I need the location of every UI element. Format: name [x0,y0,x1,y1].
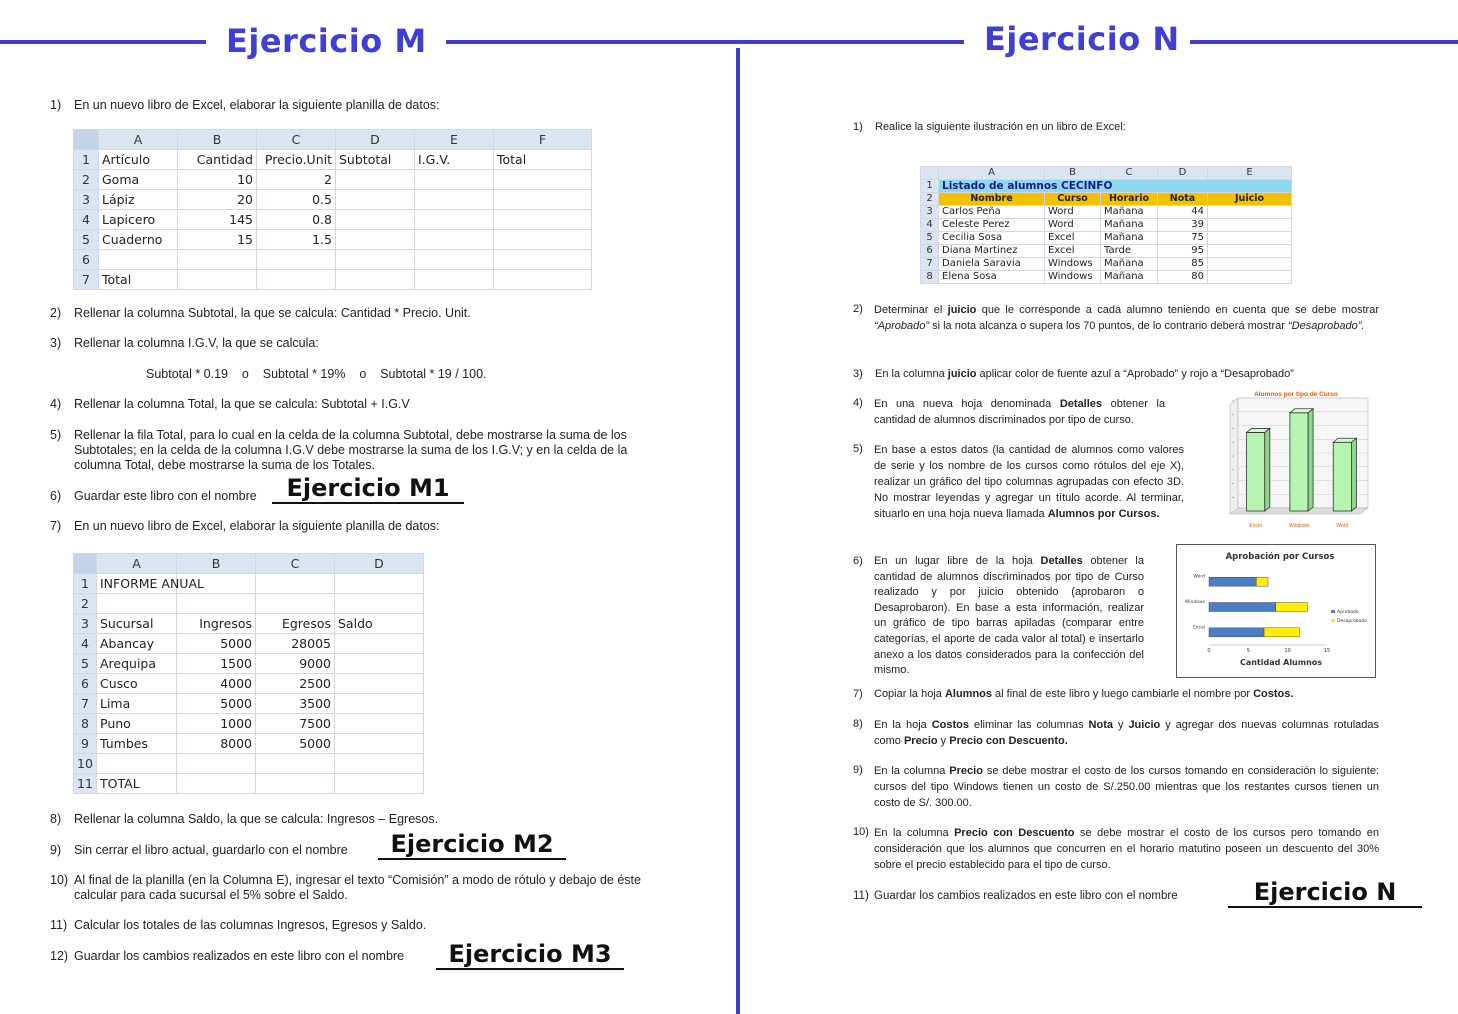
cell: 2500 [256,674,335,694]
cell: Lapicero [99,210,178,230]
chart2-xlabel: Cantidad Alumnos [1239,658,1323,667]
cell [177,594,256,614]
table-row [921,232,1292,245]
row-header: 1 [74,574,97,594]
chart2-tick-label: 0 [1207,648,1211,654]
cell: Windows [1045,271,1101,284]
left-item-2: 2) Rellenar la columna Subtotal, la que se calcula: Cantidad * Precio. Unit. [50,306,471,320]
cell: 85 [1158,258,1208,271]
cell: Mañana [1101,232,1158,245]
cell [335,654,424,674]
cell: 145 [178,210,257,230]
cell [256,754,335,774]
table-row [921,258,1292,271]
cell [1208,245,1292,258]
cell: Lima [97,694,177,714]
chart2-legend-entry: Aprobado [1337,610,1359,615]
cell [1208,271,1292,284]
alumnos-col-headers: A B C D E [921,167,1292,180]
row-header: 5 [921,232,939,245]
cell: 5000 [177,634,256,654]
cell: Total [494,150,592,170]
right-heading: Ejercicio N [984,20,1180,58]
excel-table-1 [73,129,592,290]
cell [335,754,424,774]
right-item-10: 10) En la columna Precio con Descuento se debe mostrar el costo de los cursos pero tomando en consideración que los alumnos que concurren en el horario matutino poseen un descuento del 30% sobre el precio establecido para el tipo de curso. [853,826,1379,871]
row-header: 2 [74,594,97,614]
row-header: 6 [74,250,99,270]
cell: Saldo [335,614,424,634]
cell [97,594,177,614]
left-heading-rule-right [446,40,964,44]
cell: 7500 [256,714,335,734]
right-item-1: 1) Realice la siguiente ilustración en un libro de Excel: [853,121,1126,133]
excel-table-alumnos [920,166,1292,284]
row-header: 3 [921,206,939,219]
left-formula-line: Subtotal * 0.19 o Subtotal * 19% o Subtotal * 19 / 100. [146,367,487,381]
cell: 5000 [256,734,335,754]
cell [494,170,592,190]
row-header: 4 [74,634,97,654]
cell: Sucursal [97,614,177,634]
right-item-5: 5) En base a estos datos (la cantidad de alumnos como valores de serie y los nombre de los cursos como rótulos del eje X), realizar un gráfico del tipo columnas agrupadas con efecto 3D. No mostrar leyendas y agregar un título acorde. Al terminar, situarlo en una hoja nueva llamada Alumnos por Cursos. [853,443,1184,520]
cell [336,250,415,270]
right-item-6: 6) En un lugar libre de la hoja Detalles obtener la cantidad de alumnos discriminados por tipo de Curso realizado y por juicio obtenido (aprobaron o Desaprobaron). En base a esta información, realizar un gráfico de tipo barras apiladas (comparar entre categorías, el aporte de cada valor al total) e insertarlo anexo a los datos considerados para la confección del mismo. [853,555,1144,677]
chart1-tick-label: Word [1336,523,1349,529]
chart-alumnos-por-curso [1210,386,1370,534]
cell [256,574,335,594]
cell [256,594,335,614]
cell: Excel [1045,232,1101,245]
row-header: 1 [74,150,99,170]
row-header: 4 [921,219,939,232]
left-item-4: 4) Rellenar la columna Total, la que se calcula: Subtotal + I.G.V [50,397,410,411]
chart2-bar-aprobado [1209,577,1256,586]
cell [97,754,177,774]
cell: Carlos Peña [939,206,1045,219]
cell: Egresos [256,614,335,634]
left-item-1: 1) En un nuevo libro de Excel, elaborar la siguiente planilla de datos: [50,98,440,112]
cell: Diana Martinez [939,245,1045,258]
name-ejercicio-m3: Ejercicio M3 [436,940,624,970]
cell [257,270,336,290]
cell: 28005 [256,634,335,654]
chart2-bar-desaprobado [1264,628,1299,637]
cell [336,170,415,190]
cell: Cantidad [178,150,257,170]
cell [178,270,257,290]
cell: 8000 [177,734,256,754]
table-row [74,250,592,270]
cell: 80 [1158,271,1208,284]
chart2-tick-label: 15 [1323,648,1331,654]
chart1-tick-label: Windows [1288,523,1310,529]
cell: Abancay [97,634,177,654]
row-header: 10 [74,754,97,774]
row-header: 7 [921,258,939,271]
table-row [74,694,424,714]
chart-aprobacion-por-cursos [1176,544,1376,678]
cell: Artículo [99,150,178,170]
cell: 9000 [256,654,335,674]
left-item-6: 6) Guardar este libro con el nombre [50,489,257,503]
cell: Puno [97,714,177,734]
cell: Precio.Unit [257,150,336,170]
cell [178,250,257,270]
cell: 4000 [177,674,256,694]
table1-col-headers: A B C D E F [74,130,592,150]
cell: I.G.V. [415,150,494,170]
cell: 39 [1158,219,1208,232]
cell [494,250,592,270]
cell: Daniela Saravia [939,258,1045,271]
table-row [74,614,424,634]
cell: 95 [1158,245,1208,258]
alumnos-title-row: 1 Listado de alumnos CECINFO [921,180,1292,193]
cell: Subtotal [336,150,415,170]
cell [336,230,415,250]
cell [1208,206,1292,219]
cell: Arequipa [97,654,177,674]
cell: 1500 [177,654,256,674]
cell [494,270,592,290]
table-row [921,245,1292,258]
column-divider [736,48,740,1014]
cell: Cecilia Sosa [939,232,1045,245]
cell: Word [1045,219,1101,232]
table-row [74,210,592,230]
cell: Mañana [1101,219,1158,232]
cell: 0.8 [257,210,336,230]
cell [415,250,494,270]
cell: Excel [1045,245,1101,258]
cell [1208,219,1292,232]
cell: Cusco [97,674,177,694]
cell [177,774,256,794]
chart1-bar [1247,428,1270,511]
cell: Total [99,270,178,290]
cell [415,210,494,230]
cell [177,754,256,774]
cell: Windows [1045,258,1101,271]
row-header: 11 [74,774,97,794]
row-header: 8 [74,714,97,734]
cell [494,210,592,230]
cell [336,270,415,290]
cell: Ingresos [177,614,256,634]
cell: Tarde [1101,245,1158,258]
table-row [921,206,1292,219]
cell: 2 [257,170,336,190]
table-row [74,230,592,250]
table-row [74,754,424,774]
right-item-3: 3) En la columna juicio aplicar color de fuente azul a “Aprobado” y rojo a “Desaprobado” [853,368,1294,380]
cell [335,674,424,694]
left-item-3: 3) Rellenar la columna I.G.V, la que se calcula: [50,336,319,350]
table-row [74,674,424,694]
cell: Goma [99,170,178,190]
chart2-bar-desaprobado [1256,577,1268,586]
row-header: 7 [74,270,99,290]
cell [99,250,178,270]
chart1-title: Alumnos por tipo de Curso [1254,391,1338,398]
right-item-7: 7) Copiar la hoja Alumnos al final de este libro y luego cambiarle el nombre por Costos. [853,688,1294,700]
alumnos-header-row: 2 Nombre Curso Horario Nota Juicio [921,193,1292,206]
row-header: 3 [74,614,97,634]
cell [415,190,494,210]
chart2-category-label: Windows [1184,600,1205,605]
row-header: 6 [921,245,939,258]
left-item-8: 8) Rellenar la columna Saldo, la que se calcula: Ingresos – Egresos. [50,812,439,826]
cell [494,190,592,210]
chart2-bar-desaprobado [1276,603,1307,612]
left-item-11: 11) Calcular los totales de las columnas Ingresos, Egresos y Saldo. [50,918,427,932]
row-header: 2 [74,170,99,190]
table-row [74,150,592,170]
table-row [921,271,1292,284]
left-item-12: 12) Guardar los cambios realizados en este libro con el nombre [50,949,405,963]
cell [256,774,335,794]
right-item-8: 8) En la hoja Costos eliminar las columnas Nota y Juicio y agregar dos nuevas columnas rotuladas como Precio y Precio con Descuento. [853,718,1379,747]
row-header: 5 [74,230,99,250]
cell [336,210,415,230]
table-row [74,654,424,674]
cell: TOTAL [97,774,177,794]
name-ejercicio-m1: Ejercicio M1 [272,474,464,504]
row-header: 5 [74,654,97,674]
cell [415,170,494,190]
table-row [74,170,592,190]
cell [494,230,592,250]
chart2-tick-label: 10 [1284,648,1291,654]
cell: 44 [1158,206,1208,219]
chart2-legend-entry: Desaprobado [1337,619,1367,624]
table-row [74,574,424,594]
table-row [74,714,424,734]
left-heading-rule-left [0,40,206,44]
chart2-category-label: Excel [1193,625,1205,631]
table-row [74,774,424,794]
cell [257,250,336,270]
cell: 75 [1158,232,1208,245]
name-ejercicio-n: Ejercicio N [1228,878,1422,908]
cell: Tumbes [97,734,177,754]
cell [335,734,424,754]
cell [1208,232,1292,245]
table-row [74,594,424,614]
row-header: 3 [74,190,99,210]
cell: 3500 [256,694,335,714]
right-item-11: 11) Guardar los cambios realizados en este libro con el nombre [853,890,1178,902]
cell: 1000 [177,714,256,734]
left-heading: Ejercicio M [226,22,427,60]
row-header: 8 [921,271,939,284]
chart2-bar-aprobado [1209,628,1264,637]
cell [336,190,415,210]
cell: 1.5 [257,230,336,250]
chart2-title: Aprobación por Cursos [1225,552,1335,562]
cell: INFORME ANUAL [97,574,177,594]
right-item-4: 4) En una nueva hoja denominada Detalles obtener la cantidad de alumnos discriminados por tipo de curso. [853,397,1166,426]
row-header: 9 [74,734,97,754]
table-row [74,270,592,290]
cell [415,230,494,250]
cell [335,714,424,734]
cell: 0.5 [257,190,336,210]
chart2-legend-swatch [1331,610,1335,613]
cell [335,634,424,654]
chart1-bar [1333,438,1356,511]
chart2-category-label: Word [1193,574,1205,580]
right-item-2: 2) Determinar el juicio que le corresponde a cada alumno teniendo en cuenta que se debe mostrar “Aprobado” si la nota alcanza o supera los 70 puntos, de lo contrario deberá mostrar “Desaprobado”. [853,303,1379,332]
table2-col-headers: A B C D [74,554,424,574]
cell: Mañana [1101,206,1158,219]
table-row [74,734,424,754]
right-heading-rule-right [1190,40,1458,44]
cell: Mañana [1101,271,1158,284]
cell [1208,258,1292,271]
cell: 5000 [177,694,256,714]
cell [415,270,494,290]
cell: Lápiz [99,190,178,210]
cell: 15 [178,230,257,250]
cell: Cuaderno [99,230,178,250]
cell: 10 [178,170,257,190]
right-item-9: 9) En la columna Precio se debe mostrar el costo de los cursos tomando en consideración lo siguiente: cursos del tipo Windows tienen un costo de S/.250.00 mientras que los restantes cursos tienen un costo de S/. 300.00. [853,764,1380,809]
table-row [921,219,1292,232]
left-item-10: 10) Al final de la planilla (en la Columna E), ingresar el texto “Comisión” a modo de rótulo y debajo de éste calcular para cada sucursal el 5% sobre el Saldo. [50,873,641,902]
row-header: 7 [74,694,97,714]
cell [335,694,424,714]
cell [335,594,424,614]
row-header: 6 [74,674,97,694]
cell [335,574,424,594]
cell: Mañana [1101,258,1158,271]
row-header: 4 [74,210,99,230]
left-item-7: 7) En un nuevo libro de Excel, elaborar la siguiente planilla de datos: [50,519,440,533]
left-item-9: 9) Sin cerrar el libro actual, guardarlo con el nombre [50,843,348,857]
chart2-legend-swatch [1331,619,1335,622]
cell: Elena Sosa [939,271,1045,284]
cell [335,774,424,794]
name-ejercicio-m2: Ejercicio M2 [378,830,566,860]
cell: Celeste Perez [939,219,1045,232]
cell: 20 [178,190,257,210]
left-item-5: 5) Rellenar la fila Total, para lo cual en la celda de la columna Subtotal, debe mostrarse la suma de los Subtotales; en la celda de la columna I.G.V debe mostrarse la suma de los I.G.V; y en la celda de la columna Total, debe mostrarse la suma de los Totales. [50,428,628,472]
table-row [74,634,424,654]
cell: Word [1045,206,1101,219]
chart1-bar [1290,409,1313,511]
table-row [74,190,592,210]
chart2-bar-aprobado [1209,603,1276,612]
chart1-tick-label: Excel [1249,523,1262,529]
chart2-tick-label: 5 [1246,648,1250,654]
excel-table-2 [73,553,424,794]
